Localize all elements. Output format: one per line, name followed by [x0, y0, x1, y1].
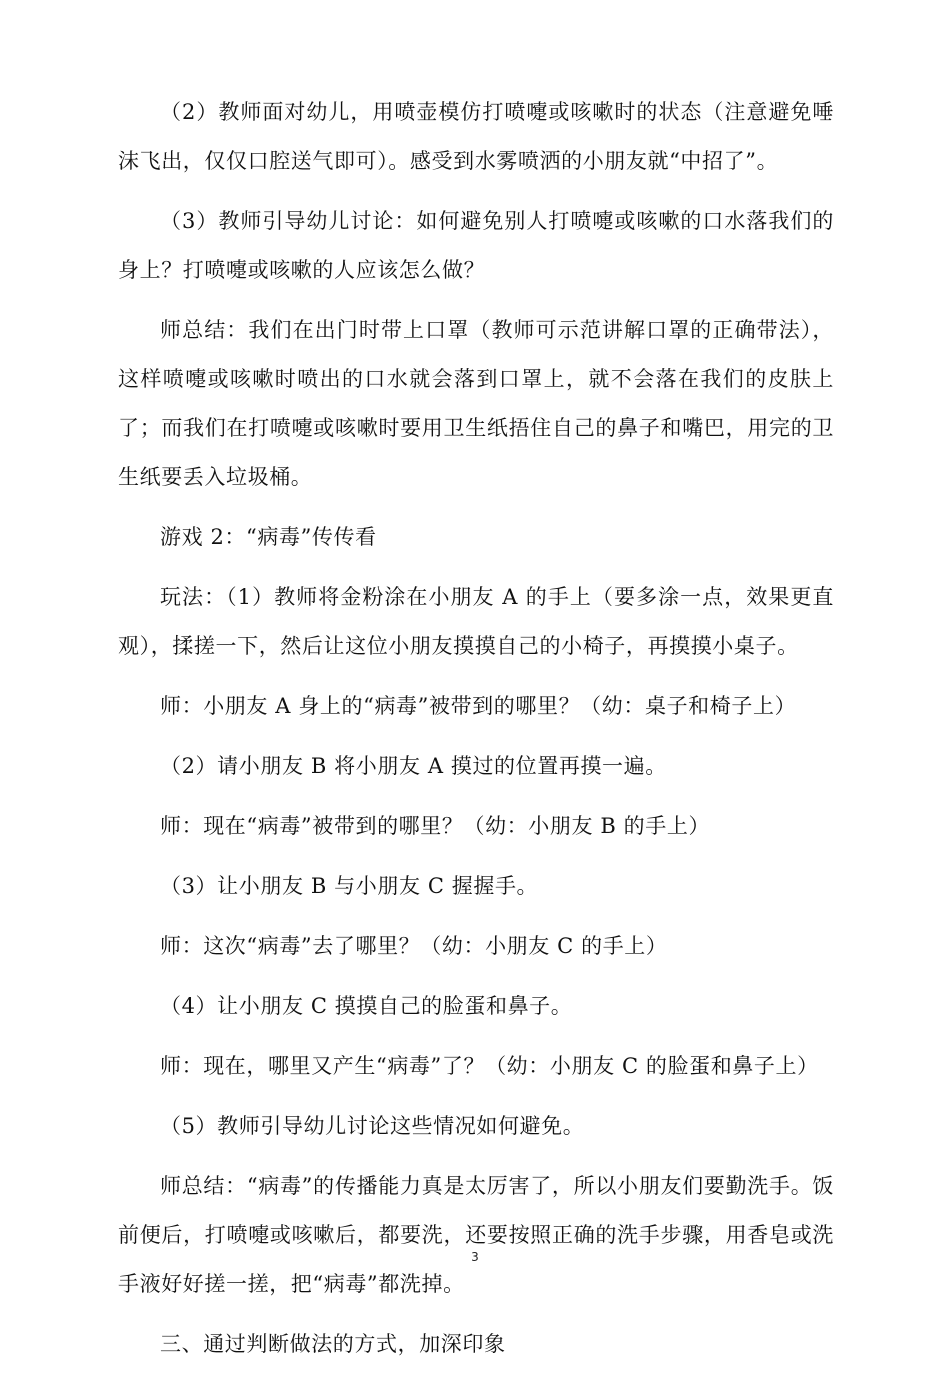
paragraph-teacher-summary-mask: 师总结：我们在出门时带上口罩（教师可示范讲解口罩的正确带法），这样喷嚏或咳嗽时喷出的口水就会落到口罩上，就不会落在我们的皮肤上了；而我们在打喷嚏或咳嗽时要用卫生纸捂住自己的鼻子和嘴巴，用完的卫生纸要丢入垃圾桶。: [118, 318, 834, 489]
paragraph-section-3-heading: 三、通过判断做法的方式，加深印象: [160, 1332, 506, 1356]
paragraph-game-2-title: 游戏 2：“病毒”传传看: [160, 525, 377, 549]
paragraph-question-b: 师：现在“病毒”被带到的哪里？（幼：小朋友 B 的手上）: [160, 814, 711, 838]
paragraph-question-c: 师：这次“病毒”去了哪里？（幼：小朋友 C 的手上）: [160, 934, 668, 958]
paragraph-step-4: （4）让小朋友 C 摸摸自己的脸蛋和鼻子。: [160, 994, 573, 1018]
document-body: [118, 88, 834, 1380]
paragraph-step-5: （5）教师引导幼儿讨论这些情况如何避免。: [160, 1114, 585, 1138]
paragraph-question-face: 师：现在，哪里又产生“病毒”了？（幼：小朋友 C 的脸蛋和鼻子上）: [160, 1054, 819, 1078]
paragraph-step-2: （2）请小朋友 B 将小朋友 A 摸过的位置再摸一遍。: [160, 754, 667, 778]
paragraph-spray-demo: （2）教师面对幼儿，用喷壶模仿打喷嚏或咳嗽时的状态（注意避免唾沫飞出，仅仅口腔送气即可）。感受到水雾喷洒的小朋友就“中招了”。: [118, 100, 834, 173]
paragraph-discussion-question: （3）教师引导幼儿讨论：如何避免别人打喷嚏或咳嗽的口水落我们的身上？打喷嚏或咳嗽的人应该怎么做？: [118, 209, 834, 282]
page-number: 3: [471, 1250, 479, 1264]
paragraph-game-rules: 玩法：（1）教师将金粉涂在小朋友 A 的手上（要多涂一点，效果更直观），揉搓一下，然后让这位小朋友摸摸自己的小椅子，再摸摸小桌子。: [118, 585, 834, 658]
paragraph-question-a: 师：小朋友 A 身上的“病毒”被带到的哪里？（幼：桌子和椅子上）: [160, 694, 797, 718]
paragraph-teacher-summary-handwash: 师总结：“病毒”的传播能力真是太厉害了，所以小朋友们要勤洗手。饭前便后，打喷嚏或咳嗽后，都要洗，还要按照正确的洗手步骤，用香皂或洗手液好好搓一搓，把“病毒”都洗掉。: [118, 1174, 834, 1296]
paragraph-step-3: （3）让小朋友 B 与小朋友 C 握握手。: [160, 874, 539, 898]
